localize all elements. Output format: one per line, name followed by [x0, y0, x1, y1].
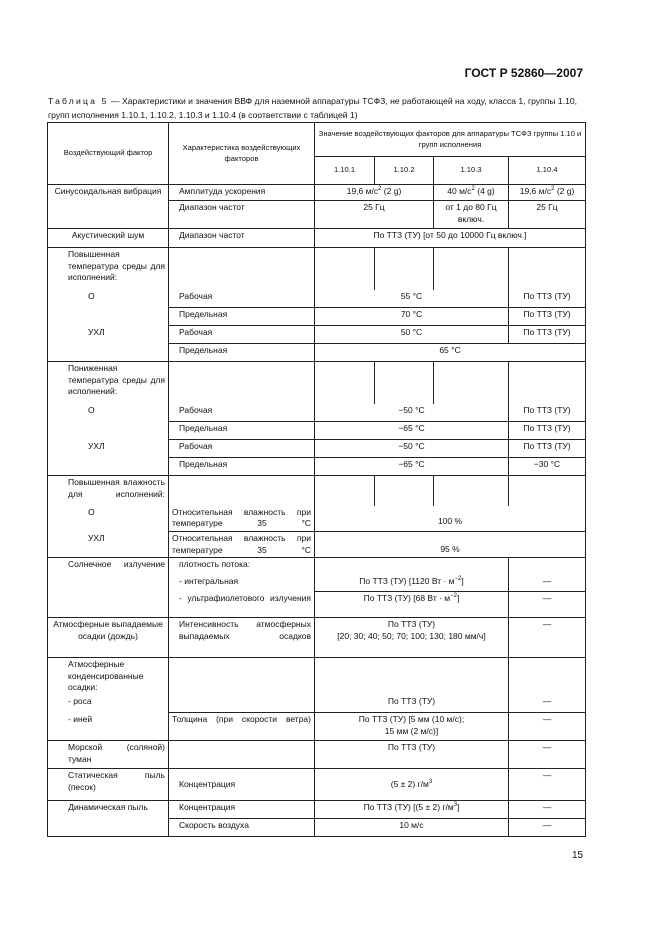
- value-cell: 95 %: [315, 532, 586, 558]
- table-row: [48, 506, 586, 532]
- factor-cell: Солнечное излучение: [48, 558, 169, 618]
- value-cell: По ТТЗ (ТУ) [20; 30; 40; 50; 70; 100; 130; 180 мм/ч]: [315, 618, 509, 658]
- factor-cell: Повышенная влажность для исполнений:: [48, 476, 169, 506]
- characteristic-cell: Рабочая: [169, 290, 315, 308]
- value-cell: 25 Гц: [315, 201, 434, 229]
- table-caption-text: — Характеристики и значения ВВФ для наземной аппаратуры ТСФЗ, не работающей на ходу, класса 1, группы 1.10, групп исполнения 1.10.1, 1.10.2, 1.10.3 и 1.10.4 (в соответствии с таблицей 1): [48, 96, 578, 120]
- table-row: [48, 801, 586, 819]
- characteristic-cell: Предельная: [169, 458, 315, 476]
- factor-cell: Акустический шум: [48, 229, 169, 248]
- value-cell: —: [509, 713, 586, 741]
- value-cell: По ТТЗ (ТУ) [1120 Вт · $м^{-2}$]: [315, 575, 509, 592]
- characteristic-cell: Концентрация: [169, 769, 315, 801]
- value-cell: −50 °С: [315, 440, 509, 458]
- value-cell: —: [509, 575, 586, 592]
- characteristic-cell: Предельная: [169, 308, 315, 326]
- value-cell: —: [509, 618, 586, 658]
- variant-label: О: [48, 290, 169, 308]
- value-cell: —: [509, 801, 586, 819]
- header-group: 1.10.4: [509, 157, 586, 185]
- header-group: 1.10.3: [434, 157, 509, 185]
- value-cell: —: [509, 741, 586, 769]
- value-cell: —: [509, 769, 586, 801]
- table-row: [48, 476, 586, 506]
- characteristic-cell: Интенсивность атмосферных выпадаемых осадков: [169, 618, 315, 658]
- table-row: [48, 308, 586, 326]
- characteristic-cell: Рабочая: [169, 404, 315, 422]
- table-row: [48, 558, 586, 575]
- factor-cell: Статическая пыль (песок): [48, 769, 169, 801]
- value-cell: По ТТЗ (ТУ): [509, 440, 586, 458]
- value-cell: (5 ± 2) $г/м^3$: [315, 769, 509, 801]
- value-cell: 19,6 $м/с^2$ (2 g): [315, 185, 434, 201]
- table-row: [48, 404, 586, 422]
- value-cell: от 1 до 80 Гц включ.: [434, 201, 509, 229]
- variant-label: УХЛ: [48, 326, 169, 344]
- header-values: Значение воздействующих факторов для аппаратуры ТСФЗ группы 1.10 и групп исполнения: [315, 123, 586, 157]
- value-cell: 70 °С: [315, 308, 509, 326]
- value-cell: −50 °С: [315, 404, 509, 422]
- table-row: [48, 741, 586, 769]
- factor-cell: Морской (соляной) туман: [48, 741, 169, 769]
- condensed-dew-label: - роса: [48, 695, 169, 713]
- value-cell: По ТТЗ (ТУ): [509, 290, 586, 308]
- characteristic-cell: Относительная влажность при температуре 35 °С: [169, 532, 315, 558]
- value-cell: По ТТЗ (ТУ): [509, 326, 586, 344]
- value-cell: По ТТЗ (ТУ): [315, 741, 509, 769]
- table-row: [48, 440, 586, 458]
- characteristic-cell: плотность потока:: [169, 558, 315, 575]
- value-cell: 25 Гц: [509, 201, 586, 229]
- characteristic-cell: Скорость воздуха: [169, 819, 315, 837]
- table-row: [48, 362, 586, 404]
- factor-cell: Динамическая пыль: [48, 801, 169, 837]
- variant-label: О: [48, 404, 169, 422]
- value-cell: 65 °С: [315, 344, 586, 362]
- value-cell: —: [509, 819, 586, 837]
- table-row: [48, 290, 586, 308]
- condensed-frost-label: - иней: [48, 713, 169, 741]
- value-cell: −65 °С: [315, 422, 509, 440]
- factor-cell: Пониженная температура среды для исполнений:: [48, 362, 169, 404]
- characteristic-cell: Диапазон частот: [169, 201, 315, 229]
- characteristic-cell: Толщина (при скорости ветра): [169, 713, 315, 741]
- factor-cell: Повышенная температура среды для исполнений:: [48, 248, 169, 290]
- page-number: 15: [572, 850, 584, 861]
- table-row: [48, 326, 586, 344]
- value-cell: −30 °С: [509, 458, 586, 476]
- factor-cell: Атмосферные конденсированные осадки:: [48, 658, 169, 695]
- table-row: [48, 769, 586, 801]
- table-row: [48, 458, 586, 476]
- table-header-row: [48, 123, 586, 157]
- header-characteristic: Характеристика воздействующих факторов: [169, 123, 315, 185]
- table-row: [48, 229, 586, 248]
- table-row: [48, 658, 586, 695]
- table-caption-lead: Таблица 5: [48, 96, 109, 106]
- value-cell: 55 °С: [315, 290, 509, 308]
- table-row: [48, 618, 586, 658]
- table-row: [48, 344, 586, 362]
- value-cell: 100 %: [315, 506, 586, 532]
- table-row: [48, 422, 586, 440]
- characteristic-cell: Диапазон частот: [169, 229, 315, 248]
- characteristic-cell: Рабочая: [169, 326, 315, 344]
- value-cell: По ТТЗ (ТУ) [(5 ± 2) $г/м^3$]: [315, 801, 509, 819]
- characteristic-cell: Предельная: [169, 344, 315, 362]
- variant-label: УХЛ: [48, 440, 169, 458]
- value-cell: −65 °С: [315, 458, 509, 476]
- characteristic-cell: - ультрафиолетового излучения: [169, 592, 315, 618]
- value-cell: По ТТЗ (ТУ): [509, 308, 586, 326]
- value-cell: 40 $м/с^2$ (4 g): [434, 185, 509, 201]
- standard-number: ГОСТ Р 52860—2007: [464, 66, 583, 80]
- header-group: 1.10.1: [315, 157, 375, 185]
- climate-factors-table: [47, 122, 586, 837]
- factor-cell: Синусоидальная вибрация: [48, 185, 169, 229]
- variant-label: О: [48, 506, 169, 532]
- table-row: [48, 695, 586, 713]
- factor-cell: Атмосферные выпадаемые осадки (дождь): [48, 618, 169, 658]
- variant-label: УХЛ: [48, 532, 169, 558]
- table-caption: [48, 94, 584, 122]
- characteristic-cell: Относительная влажность при температуре 35 °С: [169, 506, 315, 532]
- table-row: [48, 185, 586, 201]
- value-cell: По ТТЗ (ТУ): [509, 404, 586, 422]
- value-cell: По ТТЗ (ТУ) [от 50 до 10000 Гц включ.]: [315, 229, 586, 248]
- value-cell: —: [509, 695, 586, 713]
- value-cell: 19,6 $м/с^2$ (2 g): [509, 185, 586, 201]
- value-cell: По ТТЗ (ТУ) [68 Вт · $м^{-2}$]: [315, 592, 509, 618]
- header-group: 1.10.2: [375, 157, 434, 185]
- value-cell: По ТТЗ (ТУ): [509, 422, 586, 440]
- value-cell: 50 °С: [315, 326, 509, 344]
- characteristic-cell: - интегральная: [169, 575, 315, 592]
- value-cell: 10 м/с: [315, 819, 509, 837]
- table-row: [48, 248, 586, 290]
- characteristic-cell: Концентрация: [169, 801, 315, 819]
- value-cell: По ТТЗ (ТУ): [315, 695, 509, 713]
- value-cell: По ТТЗ (ТУ) [5 мм (10 м/с); 15 мм (2 м/с)]: [315, 713, 509, 741]
- table-row: [48, 713, 586, 741]
- value-cell: —: [509, 592, 586, 618]
- characteristic-cell: Амплитуда ускорения: [169, 185, 315, 201]
- characteristic-cell: Рабочая: [169, 440, 315, 458]
- characteristic-cell: Предельная: [169, 422, 315, 440]
- table-row: [48, 532, 586, 558]
- header-factor: Воздействующий фактор: [48, 123, 169, 185]
